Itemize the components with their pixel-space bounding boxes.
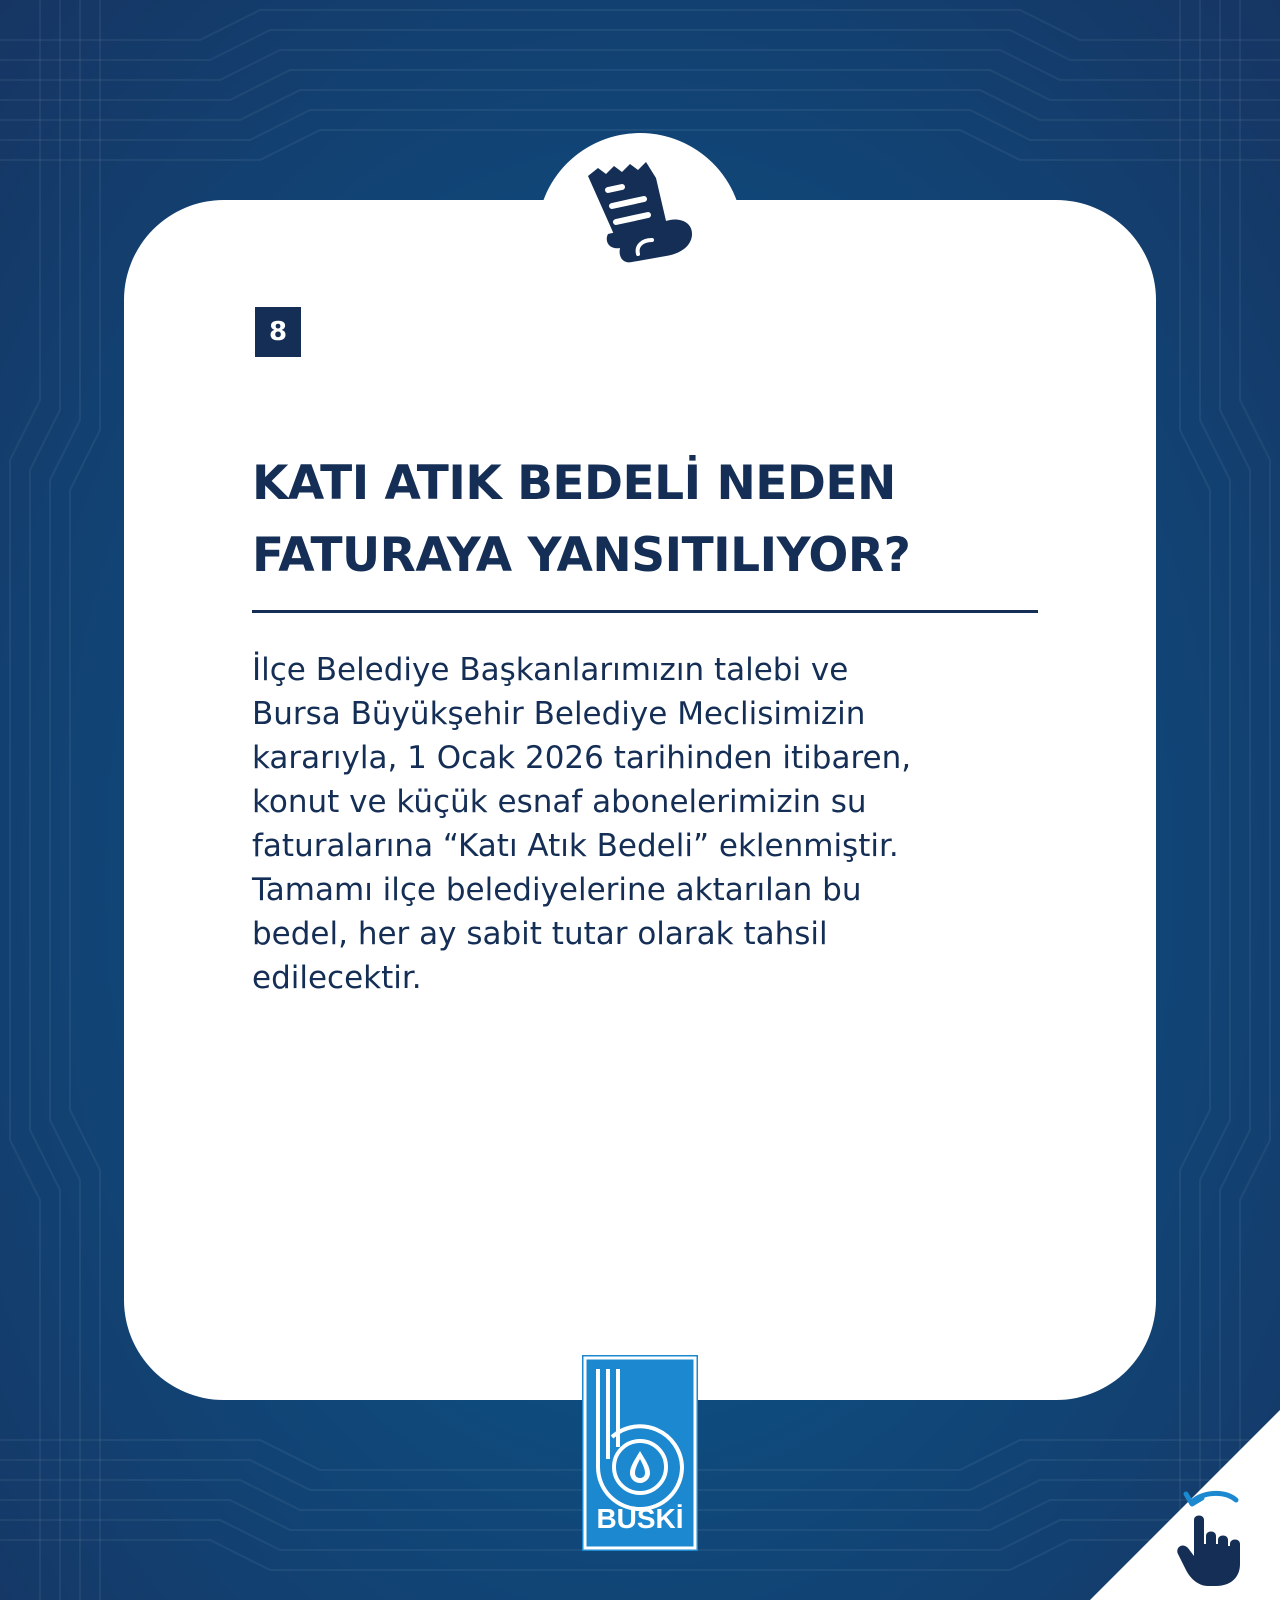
body-line: konut ve küçük esnaf abonelerimizin su <box>252 784 867 820</box>
buski-logo <box>582 1355 698 1551</box>
body-line: Bursa Büyükşehir Belediye Meclisimizin <box>252 696 866 732</box>
body-line: faturalarına “Katı Atık Bedeli” eklenmiştir. <box>252 828 899 864</box>
page-title <box>252 448 1072 592</box>
body-line: kararıyla, 1 Ocak 2026 tarihinden itibaren, <box>252 740 912 776</box>
title-divider <box>252 610 1038 613</box>
title-line-2: FATURAYA YANSITILIYOR? <box>252 528 911 583</box>
body-line: İlçe Belediye Başkanlarımızın talebi ve <box>252 652 849 688</box>
slide-number-badge: 8 <box>255 307 301 357</box>
body-line: bedel, her ay sabit tutar olarak tahsil <box>252 916 828 952</box>
swipe-hand-icon[interactable] <box>1172 1490 1262 1590</box>
body-line: Tamamı ilçe belediyelerine aktarılan bu <box>252 872 862 908</box>
body-paragraph <box>252 648 1052 1000</box>
receipt-scroll-icon <box>580 150 712 274</box>
title-line-1: KATI ATIK BEDELİ NEDEN <box>252 456 896 511</box>
body-line: edilecektir. <box>252 960 422 996</box>
logo-wordmark: BUSKİ <box>596 1503 684 1534</box>
